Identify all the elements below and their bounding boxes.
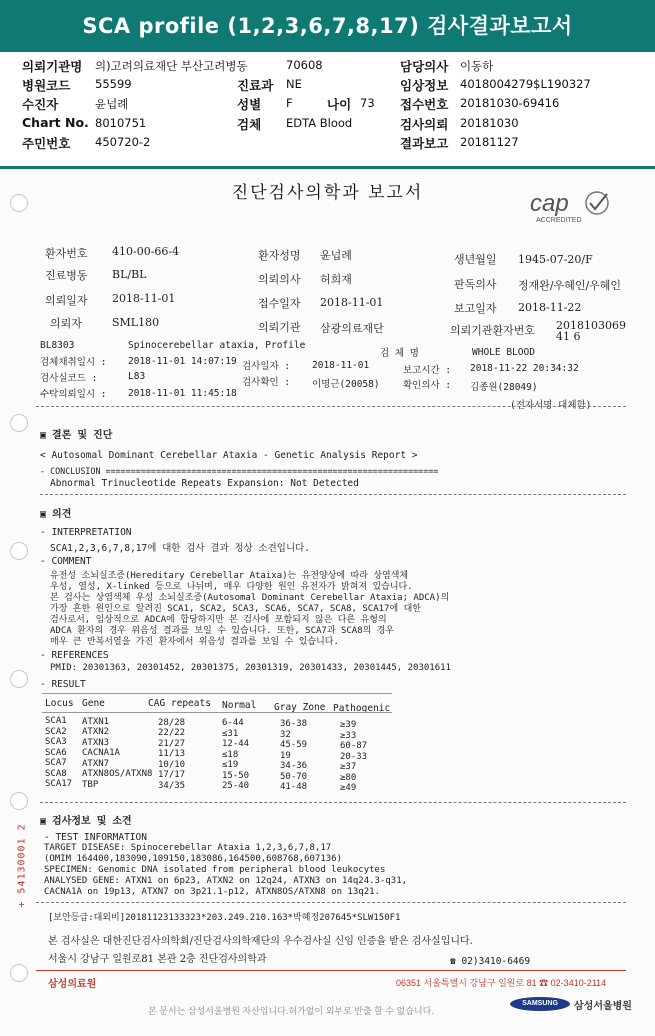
dob-value: 1945-07-20/F bbox=[518, 253, 593, 266]
inst-pt-label: 의뢰기관환자번호 bbox=[450, 324, 536, 337]
hospital-code-label: 병원코드 bbox=[22, 78, 71, 93]
grayzone-cell: 19 bbox=[280, 750, 291, 761]
test-name: Spinocerebellar ataxia, Profile bbox=[128, 340, 306, 351]
req-date-value: 2018-11-01 bbox=[112, 292, 176, 305]
rep-date-label: 보고일자 bbox=[454, 302, 497, 315]
section-conclusion-title: ▣ 결론 및 진단 bbox=[40, 430, 113, 441]
chart-value: 8010751 bbox=[95, 116, 147, 130]
reg-label: 환자번호 bbox=[45, 247, 88, 260]
patient-label: 수진자 bbox=[22, 97, 59, 112]
cag-cell: 34/35 bbox=[158, 780, 186, 791]
report-title: 진단검사의학과 보고서 bbox=[231, 183, 424, 203]
locus-cell: SCA17 bbox=[45, 779, 73, 789]
request-label: 검사의뢰 bbox=[400, 117, 449, 132]
locus-cell: SCA7 bbox=[45, 758, 67, 768]
age-label: 나이 bbox=[327, 97, 352, 112]
pathogenic-cell: ≥80 bbox=[340, 772, 357, 783]
institution-code: 70608 bbox=[286, 58, 323, 72]
sex-value: F bbox=[286, 96, 293, 110]
col-header: Gene bbox=[82, 698, 105, 709]
normal-cell: 6-44 bbox=[222, 718, 244, 729]
inst-pt-value: 201810306941 6 bbox=[556, 319, 626, 343]
footer-left-logo: 삼성의료원 bbox=[48, 979, 97, 990]
ward-label: 진료병동 bbox=[45, 269, 88, 282]
rrn-label: 주민번호 bbox=[22, 136, 71, 151]
certification-text: 본 검사실은 대한진단검사의학회/진단검사의학재단의 우수검사실 신임 인증을 받은 검사실입니다. bbox=[48, 936, 473, 947]
report-value: 20181127 bbox=[460, 135, 519, 149]
grayzone-cell: 32 bbox=[280, 729, 291, 740]
locus-cell: SCA3 bbox=[45, 737, 67, 747]
address-text: 서울시 강남구 일원로81 본관 2층 진단검사의학과 bbox=[48, 954, 267, 965]
ti-line: ANALYSED GENE: ATXN1 on 6p23, ATXN2 on 12q24, ATXN3 on 14q24.3-q31, bbox=[44, 876, 408, 886]
rule bbox=[40, 802, 626, 803]
rule bbox=[36, 902, 626, 903]
result-head: - RESULT bbox=[40, 679, 86, 690]
ti-line: (OMIM 164400,183090,109150,183086,164500,608768,607136) bbox=[44, 854, 343, 864]
samsung-logo bbox=[510, 997, 570, 1011]
doctor-label: 담당의사 bbox=[400, 59, 449, 74]
gene-cell: ATXN3 bbox=[82, 737, 110, 748]
comment-line: 가장 흔한 원인으로 알려진 SCA1, SCA2, SCA3, SCA6, SCA7, SCA8, SCA17에 대한 bbox=[50, 604, 421, 614]
gene-cell: ATXN8OS/ATXN8 bbox=[82, 769, 153, 780]
specimen-label: 검체 bbox=[237, 117, 262, 132]
divider bbox=[0, 166, 655, 169]
age-value: 73 bbox=[360, 96, 375, 110]
hospital-name: 삼성서울병원 bbox=[574, 1001, 632, 1012]
rep-time-label: 보고시간 : bbox=[403, 365, 452, 376]
reader-label: 판독의사 bbox=[454, 278, 497, 291]
requester-label: 의뢰자 bbox=[50, 317, 82, 330]
side-barcode-number: + 54130001 2 bbox=[16, 823, 28, 908]
gene-cell: CACNA1A bbox=[82, 748, 120, 759]
lab-code-label: 검사실코드 : bbox=[40, 373, 98, 384]
comment-line: 유전성 소뇌실조증(Hereditary Cerebellar Ataixa)는 유전양상에 따라 상염색체 bbox=[50, 571, 409, 581]
refs-text: PMID: 20301363, 20301452, 20301375, 20301319, 20301433, 20301445, 20301611 bbox=[50, 663, 451, 673]
dept-value: NE bbox=[286, 77, 302, 91]
normal-cell: 15-50 bbox=[222, 770, 250, 781]
ti-line: TARGET DISEASE: Spinocerebellar Ataxia 1,2,3,6,7,8,17 bbox=[44, 843, 332, 853]
cag-cell: 11/13 bbox=[158, 749, 186, 760]
normal-cell: ≤19 bbox=[222, 760, 239, 771]
interp-head: - INTERPRETATION bbox=[40, 527, 132, 538]
report-heading: < Autosomal Dominant Cerebellar Ataxia - Genetic Analysis Report > bbox=[40, 450, 418, 461]
recv-time-value: 2018-11-01 11:45:18 bbox=[128, 388, 237, 399]
report-label: 결과보고 bbox=[400, 136, 449, 151]
confirm-value: 이명근(20058) bbox=[312, 379, 380, 390]
footer-rule bbox=[36, 970, 626, 971]
checkmark-icon bbox=[580, 190, 614, 216]
clinical-value: 4018004279$L190327 bbox=[460, 77, 591, 91]
pathogenic-cell: ≥49 bbox=[340, 783, 357, 793]
exec-value: 2018-11-01 14:07:19 bbox=[128, 356, 237, 367]
comment-line: 본 검사는 상염색체 우성 소뇌실조증(Autosomal Dominant Cerebellar Ataxia; ADCA)의 bbox=[50, 593, 450, 603]
cag-cell: 10/10 bbox=[158, 759, 186, 770]
req-date-label: 의뢰일자 bbox=[45, 294, 88, 307]
lab-code-value: L83 bbox=[128, 371, 146, 382]
patient-info-block bbox=[0, 52, 655, 170]
normal-cell: ≤18 bbox=[222, 749, 239, 760]
cag-cell: 21/27 bbox=[158, 738, 186, 749]
punch-hole bbox=[10, 964, 28, 982]
cap-accredited-logo bbox=[530, 190, 620, 230]
request-value: 20181030 bbox=[460, 116, 519, 130]
punch-hole bbox=[10, 670, 28, 688]
col-header: Gray Zone bbox=[274, 702, 326, 713]
cag-cell: 28/28 bbox=[158, 717, 186, 728]
comment-head: - COMMENT bbox=[40, 556, 92, 567]
rule bbox=[36, 406, 626, 407]
grayzone-cell: 34-36 bbox=[280, 761, 308, 772]
clinical-label: 임상정보 bbox=[400, 78, 449, 93]
phone-text: ☎ 02)3410-6469 bbox=[450, 956, 531, 967]
conclusion-text: Abnormal Trinucleotide Repeats Expansion: Not Detected bbox=[50, 478, 359, 489]
req-inst-label: 의뢰기관 bbox=[258, 321, 301, 334]
refs-head: - REFERENCES bbox=[40, 650, 109, 661]
banner-title: SCA profile (1,2,3,6,7,8,17) 검사결과보고서 bbox=[82, 14, 573, 38]
ward-value: BL/BL bbox=[112, 268, 147, 281]
test-date-value: 2018-11-01 bbox=[312, 360, 370, 371]
punch-hole bbox=[10, 792, 28, 810]
col-header: Locus bbox=[45, 698, 74, 709]
comment-line: 검사로서, 임상적으로 ADCA에 합당하지만 본 검사에 포함되지 않은 다른 유형의 bbox=[50, 615, 387, 625]
reader-value: 정재완/우혜인/우혜인 bbox=[518, 279, 622, 292]
rep-time-value: 2018-11-22 20:34:32 bbox=[470, 363, 579, 374]
recv-value: 2018-11-01 bbox=[320, 296, 384, 309]
section-opinion-title: ▣ 의견 bbox=[40, 509, 72, 520]
confirm-label: 검사확인 : bbox=[242, 377, 291, 388]
pathogenic-cell: ≥39 bbox=[340, 720, 357, 730]
conclusion-head: - CONCLUSION ================================================================== bbox=[40, 466, 439, 476]
col-header: CAG repeats bbox=[148, 698, 211, 709]
comment-line: 우성, 열성, X-linked 등으로 나뉘며, 매우 다양한 원인 유전자가 밝혀져 있습니다. bbox=[50, 582, 413, 592]
recv-label: 접수일자 bbox=[258, 297, 301, 310]
doctor-value: 이동하 bbox=[460, 59, 494, 73]
patient-value: 윤넙례 bbox=[95, 97, 129, 111]
gene-cell: TBP bbox=[82, 779, 99, 790]
table-top-rule bbox=[42, 693, 392, 694]
normal-cell: 12-44 bbox=[222, 739, 250, 750]
reg-value: 410-00-66-4 bbox=[112, 245, 180, 258]
gene-cell: ATXN7 bbox=[82, 758, 110, 769]
normal-cell: ≤31 bbox=[222, 728, 239, 739]
table-header-rule bbox=[42, 712, 392, 713]
print-info: [보안등급:대외비]20181123133323*203.249.210.163*박혜정207645*SLW150F1 bbox=[48, 913, 401, 923]
req-doc-label: 의뢰의사 bbox=[258, 273, 301, 286]
hospital-code-value: 55599 bbox=[95, 77, 132, 91]
institution-label: 의뢰기관명 bbox=[22, 59, 83, 74]
test-date-label: 검사일자 : bbox=[242, 361, 291, 372]
confirm2-label: 확인의사 : bbox=[403, 380, 452, 391]
col-header: Pathogenic bbox=[333, 703, 391, 714]
specimen-value: EDTA Blood bbox=[286, 116, 353, 130]
receipt-value: 20181030-69416 bbox=[460, 96, 560, 110]
scanned-report bbox=[0, 170, 655, 1036]
footer-address: 06351 서울특별시 강남구 일원로 81 ☎ 02-3410-2114 bbox=[396, 978, 607, 988]
locus-cell: SCA1 bbox=[45, 716, 67, 726]
rep-date-value: 2018-11-22 bbox=[518, 301, 582, 314]
locus-cell: SCA8 bbox=[45, 768, 67, 779]
rrn-value: 450720-2 bbox=[95, 135, 151, 149]
ti-line: SPECIMEN: Genomic DNA isolated from peripheral blood leukocytes bbox=[44, 865, 386, 875]
requester-value: SML180 bbox=[112, 316, 160, 329]
name-value: 윤넙례 bbox=[320, 249, 352, 262]
gene-cell: ATXN1 bbox=[82, 716, 110, 727]
grayzone-cell: 50-70 bbox=[280, 771, 308, 782]
ti-head: - TEST INFORMATION bbox=[44, 832, 147, 843]
cag-cell: 22/22 bbox=[158, 728, 186, 739]
grayzone-cell: 36-38 bbox=[280, 719, 308, 730]
esign-note: (전자서명 대체함) bbox=[510, 400, 592, 411]
receipt-label: 접수번호 bbox=[400, 97, 449, 112]
req-doc-value: 허희재 bbox=[320, 273, 352, 286]
spec-label: 검 체 명 bbox=[380, 348, 419, 359]
pathogenic-cell: ≥37 bbox=[340, 762, 357, 772]
disclaimer-text: 본 문서는 삼성서울병원 자산입니다.허가없이 외부로 반출 할 수 없습니다. bbox=[148, 1006, 434, 1016]
confirm2-value: 김종원(28049) bbox=[470, 382, 538, 393]
samsung-logo-text: SAMSUNG bbox=[522, 1000, 558, 1007]
section-info-title: ▣ 검사정보 및 소견 bbox=[40, 816, 132, 827]
dob-label: 생년월일 bbox=[454, 253, 497, 266]
exec-label: 검체채취일시 : bbox=[40, 357, 107, 368]
rule bbox=[40, 494, 626, 495]
grayzone-cell: 41-48 bbox=[280, 782, 308, 793]
gene-cell: ATXN2 bbox=[82, 727, 110, 738]
comment-line: 매우 큰 반복서열을 가진 환자에서 위음성 결과를 보일 수 있습니다. bbox=[50, 637, 339, 647]
locus-cell: SCA6 bbox=[45, 747, 67, 758]
report-banner bbox=[0, 0, 655, 52]
punch-hole bbox=[10, 414, 28, 432]
interp-text: SCA1,2,3,6,7,8,17에 대한 검사 결과 정상 소견입니다. bbox=[50, 543, 311, 554]
name-label: 환자성명 bbox=[258, 249, 301, 262]
locus-cell: SCA2 bbox=[45, 726, 67, 737]
grayzone-cell: 45-59 bbox=[280, 740, 308, 751]
col-header: Normal bbox=[222, 700, 257, 711]
chart-label: Chart No. bbox=[22, 115, 89, 130]
req-inst-value: 삼광의료재단 bbox=[320, 322, 384, 335]
pathogenic-cell: 60-87 bbox=[340, 741, 368, 751]
dept-label: 진료과 bbox=[237, 78, 274, 93]
test-code: BL8303 bbox=[40, 340, 75, 351]
cap-logo-text: cap bbox=[530, 190, 569, 217]
institution-value: 의)고려의료재단 부산고려병동 bbox=[95, 59, 248, 73]
recv-time-label: 수탁의뢰일시 : bbox=[40, 389, 107, 400]
sex-label: 성별 bbox=[237, 97, 262, 112]
pathogenic-cell: 20-33 bbox=[340, 751, 368, 762]
pathogenic-cell: ≥33 bbox=[340, 730, 357, 741]
cap-accredited-text: ACCREDITED bbox=[536, 217, 582, 224]
ti-line: CACNA1A on 19p13, ATXN7 on 3p21.1-p12, ATXN8OS/ATXN8 on 13q21. bbox=[44, 887, 380, 897]
punch-hole bbox=[10, 542, 28, 560]
cag-cell: 17/17 bbox=[158, 770, 186, 781]
spec-value: WHOLE BLOOD bbox=[472, 347, 535, 358]
comment-line: ADCA 환자의 경우 위음성 결과를 보일 수 있습니다. 또한, SCA7과 SCA8의 경우 bbox=[50, 626, 395, 636]
normal-cell: 25-40 bbox=[222, 781, 250, 792]
